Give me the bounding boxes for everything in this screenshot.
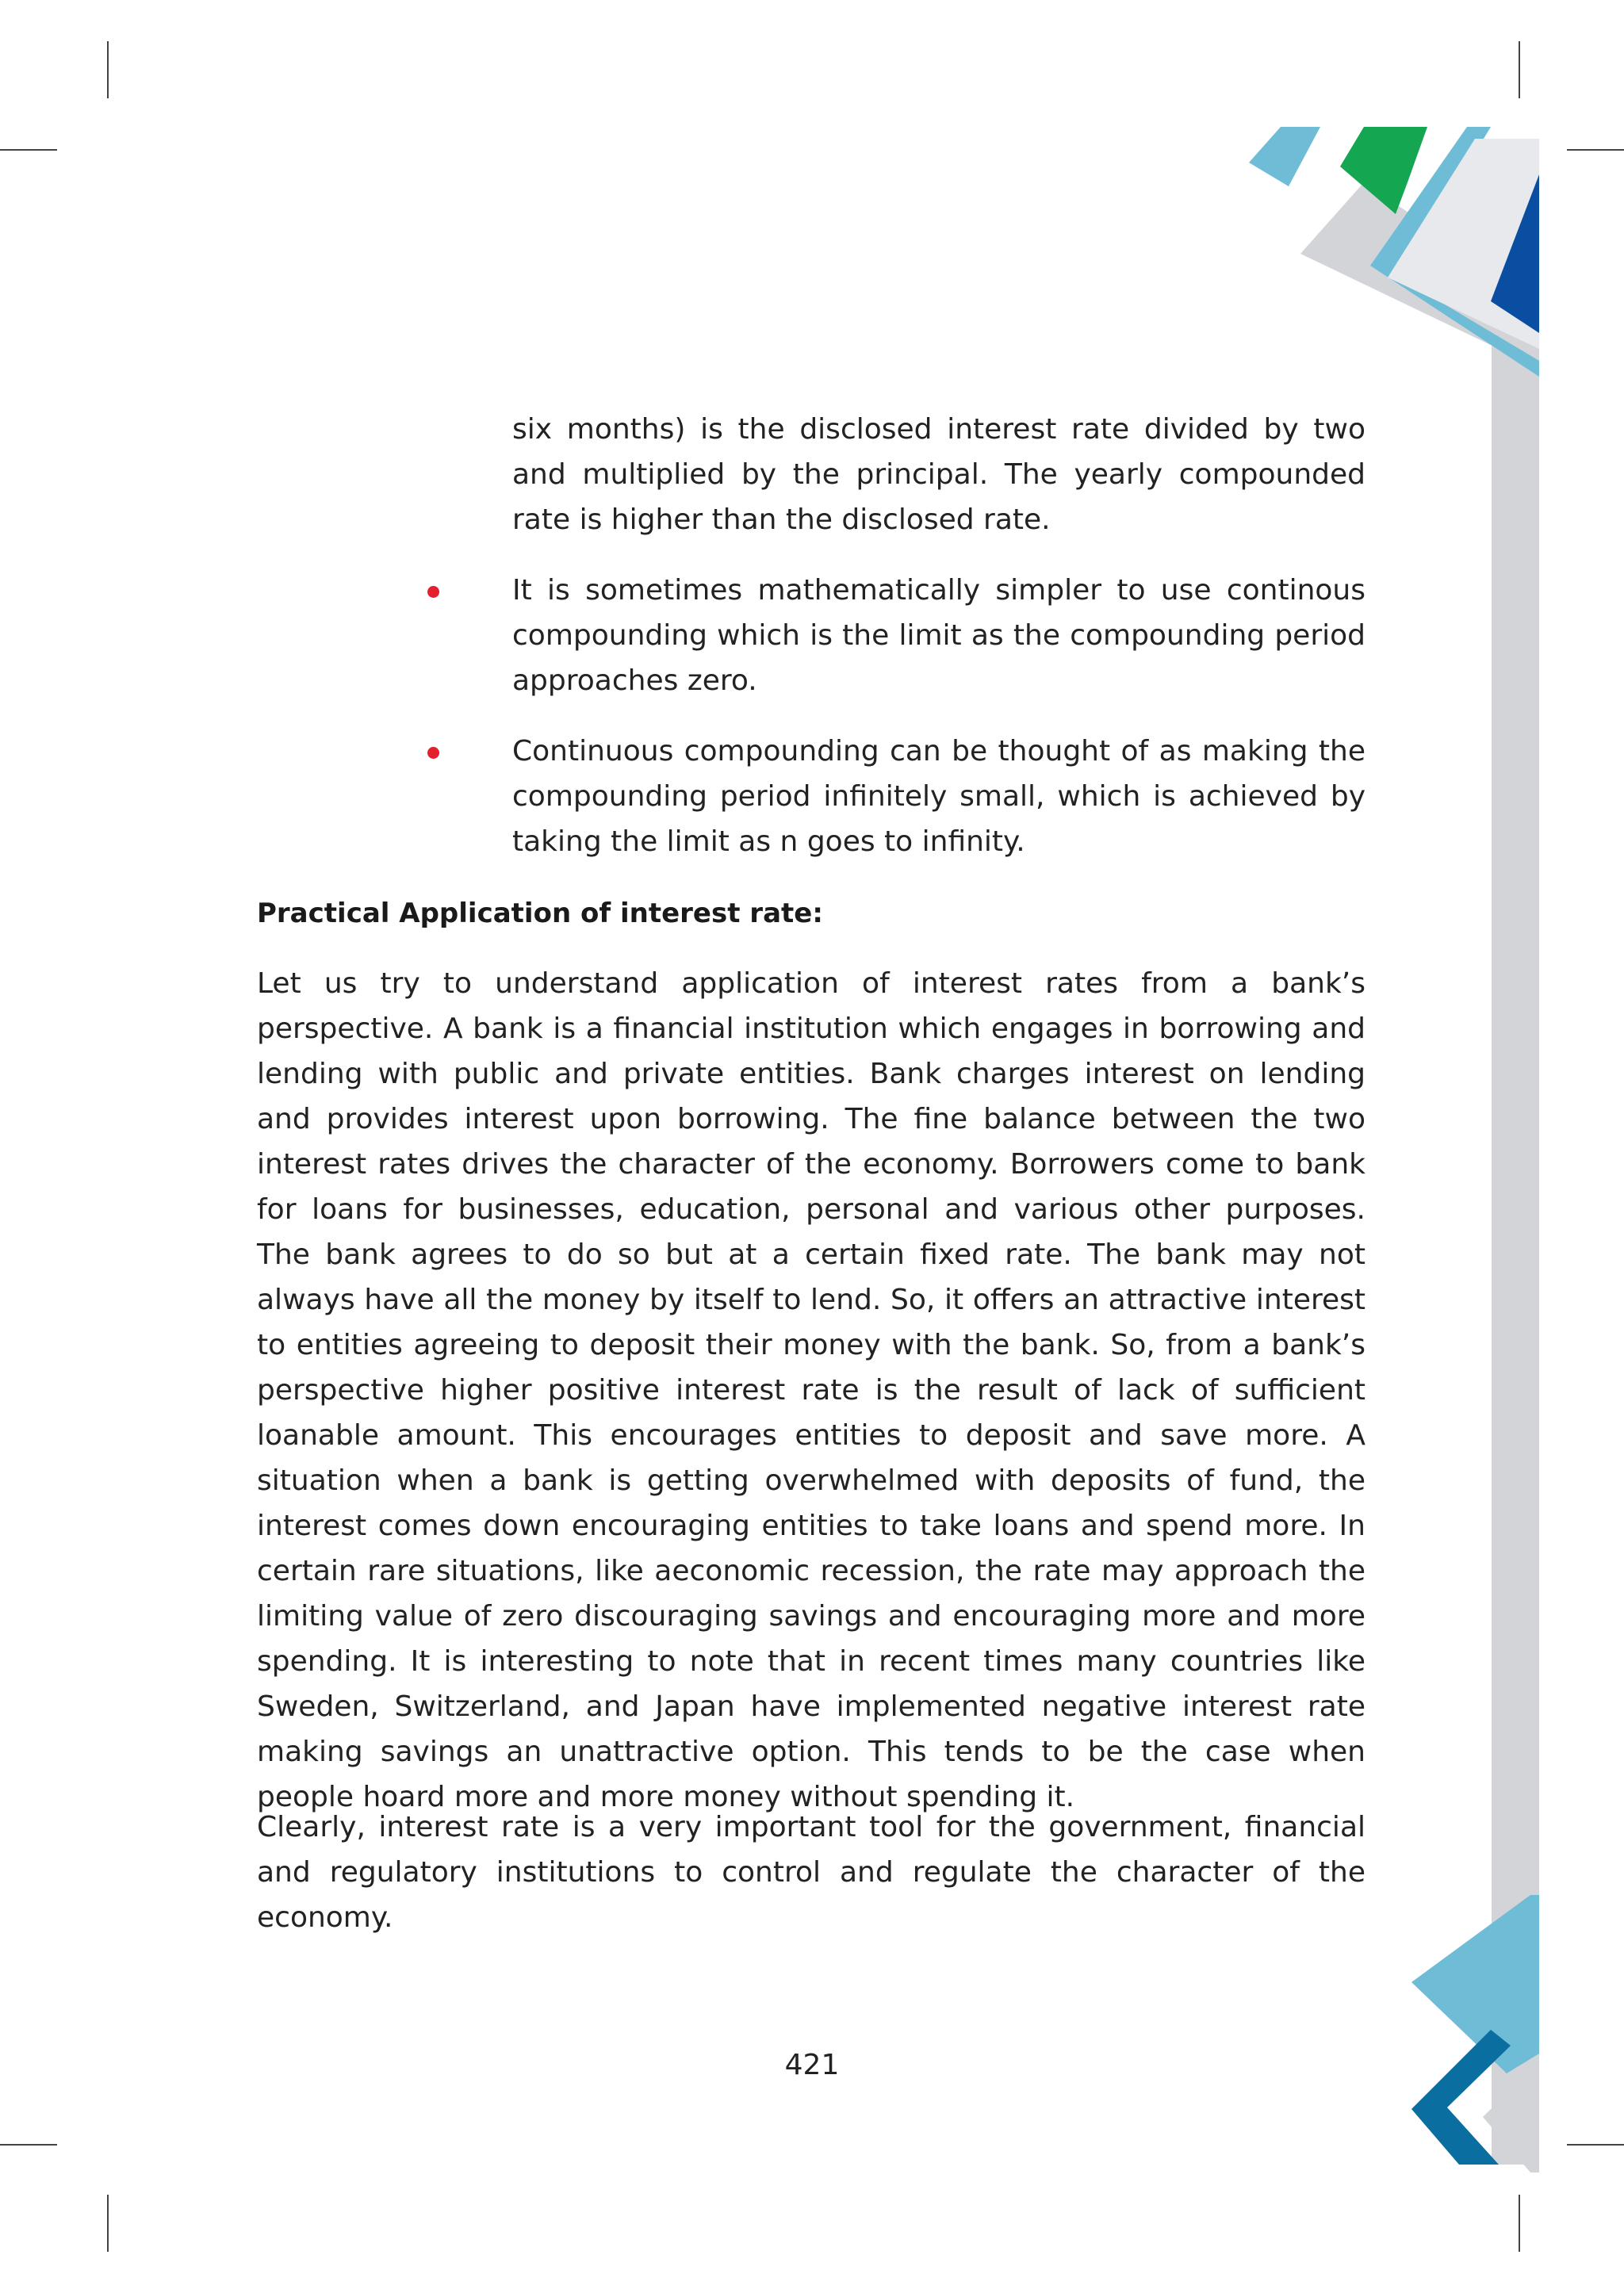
deco-light-blue-top: [1249, 127, 1320, 186]
bullet-dot-icon: [427, 747, 439, 759]
body-paragraph: [257, 961, 1365, 1820]
deco-grey-chevron: [1483, 2061, 1539, 2172]
crop-mark: [0, 2144, 57, 2146]
bullet-text: Continuous compounding can be thought of as making the compounding period infinitely small, which is achieved by taking the limit as n goes to infinity.: [512, 735, 1365, 858]
bullet-dot-icon: [427, 586, 439, 598]
page-number: 421: [784, 2049, 840, 2081]
body-paragraph: [257, 1805, 1365, 1940]
bullet-text: It is sometimes mathematically simpler to use continous compounding which is the limit as the compounding period approaches zero.: [512, 574, 1365, 697]
decorative-corner-bottom: [1411, 1895, 1546, 2172]
crop-mark: [1519, 2195, 1520, 2252]
crop-mark: [107, 41, 109, 98]
bullet-item: [512, 568, 1365, 703]
paragraph-text: Clearly, interest rate is a very important tool for the government, financial and regulatory institutions to control and regulate the character of the economy.: [257, 1811, 1365, 1934]
crop-mark: [0, 149, 57, 151]
deco-dark-teal-chevron: [1411, 2030, 1511, 2165]
decorative-corner-top: [1237, 119, 1546, 404]
crop-mark: [1567, 149, 1624, 151]
crop-mark: [1567, 2144, 1624, 2146]
paragraph-text: Let us try to understand application of interest rates from a bank’s perspective. A bank is a financial institution which engages in borrowing and lending with public and private entities. Bank charges interest on lending and provides interest upon borrowing. The fine balance between the two interest rates drives the character of the economy. Borrowers come to bank for loans for businesses, education, personal and various other purposes. The bank agrees to do so but at a certain fixed rate. The bank may not always have all the money by itself to lend. So, it offers an attractive interest to entities agreeing to deposit their money with the bank. So, from a bank’s perspective higher positive interest rate is the result of lack of sufficient loanable amount. This encourages entities to deposit and save more. A situation when a bank is getting overwhelmed with deposits of fund, the interest comes down encouraging entities to take loans and spend more. In certain rare situations, like aeconomic recession, the rate may approach the limiting value of zero discouraging savings and encouraging more and more spending. It is interesting to note that in recent times many countries like Sweden, Switzerland, and Japan have implemented negative interest rate making savings an unattractive option. This tends to be the case when people hoard more and more money without spending it.: [257, 967, 1365, 1813]
decorative-side-bar: [1492, 333, 1539, 2165]
crop-mark: [107, 2195, 109, 2252]
bullet-item: [512, 729, 1365, 864]
continuation-text: six months) is the disclosed interest rate divided by two and multiplied by the principal. The yearly compounded rate is higher than the disclosed rate.: [512, 413, 1365, 536]
continuation-paragraph: [512, 407, 1365, 542]
crop-mark: [1519, 41, 1520, 98]
section-heading: Practical Application of interest rate:: [257, 898, 823, 929]
